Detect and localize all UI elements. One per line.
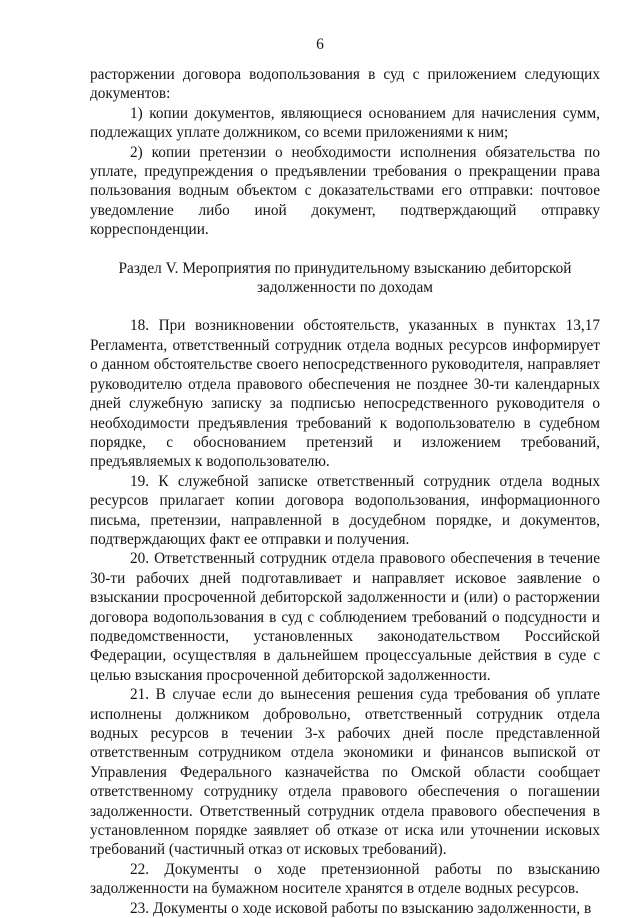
clause-19: 19. К служебной записке ответственный сотрудник отдела водных ресурсов прилагает копии договора водопользования, информационного письма, претензии, направленной в досудебном порядке, и документов, подтверждающих факт ее отправки и получения.: [90, 472, 600, 548]
clause-20: 20. Ответственный сотрудник отдела правового обеспечения в течение 30-ти рабочих дней подготавливает и направляет исковое заявление о взыскании просроченной дебиторской задолженности и (или) о расторжении договора водопользования в суд с соблюдением требований о подсудности и подведомственности, установленных законодательством Российской Федерации, осуществляя в дальнейшем процессуальные действия в суде с целью взыскания просроченной дебиторской задолженности.: [90, 550, 600, 684]
clause-22: 22. Документы о ходе претензионной работы по взысканию задолженности на бумажном носителе хранятся в отделе водных ресурсов.: [90, 860, 600, 898]
clause-23: 23. Документы о ходе исковой работы по взысканию задолженности, в: [130, 899, 592, 917]
page-number: 6: [316, 36, 324, 53]
section-title: Раздел V. Мероприятия по принудительному взысканию дебиторской задолженности по доходам: [118, 259, 572, 297]
clause-21: 21. В случае если до вынесения решения суда требования об уплате исполнены должником добровольно, ответственный сотрудник отдела водных ресурсов в течении 3-х рабочих дней после представленной ответственным сотрудником отдела экономики и финансов выпиской от Управления Федерального казначейства по Омской области сообщает ответственному сотруднику отдела правового обеспечения о погашении задолженности. Ответственный сотрудник отдела правового обеспечения в установленном порядке заявляет об отказе от иска или уточнении исковых требований (частичный отказ от исковых требований).: [90, 686, 600, 859]
list-item-2: 2) копии претензии о необходимости исполнения обязательства по уплате, предупреждения о предъявлении требования о прекращении права пользования водным объектом с доказательствами его отправки: почтовое уведомление либо иной документ, подтверждающий отправку корреспонденции.: [90, 143, 600, 239]
document-body: [90, 65, 600, 918]
list-item-1: 1) копии документов, являющиеся основанием для начисления сумм, подлежащих уплате должником, со всеми приложениями к ним;: [90, 104, 600, 142]
clause-18: 18. При возникновении обстоятельств, указанных в пунктах 13,17 Регламента, ответственный сотрудник отдела водных ресурсов информирует о данном обстоятельстве своего непосредственного руководителя, направляет руководителю отдела правового обеспечения не позднее 30-ти календарных дней служебную записку за подписью непосредственного руководителя о необходимости предъявления требований к водопользователю в судебном порядке, с обоснованием претензий и изложением требований, предъявляемых к водопользователю.: [90, 317, 600, 471]
paragraph-continuation: расторжении договора водопользования в суд с приложением следующих документов:: [90, 66, 600, 103]
